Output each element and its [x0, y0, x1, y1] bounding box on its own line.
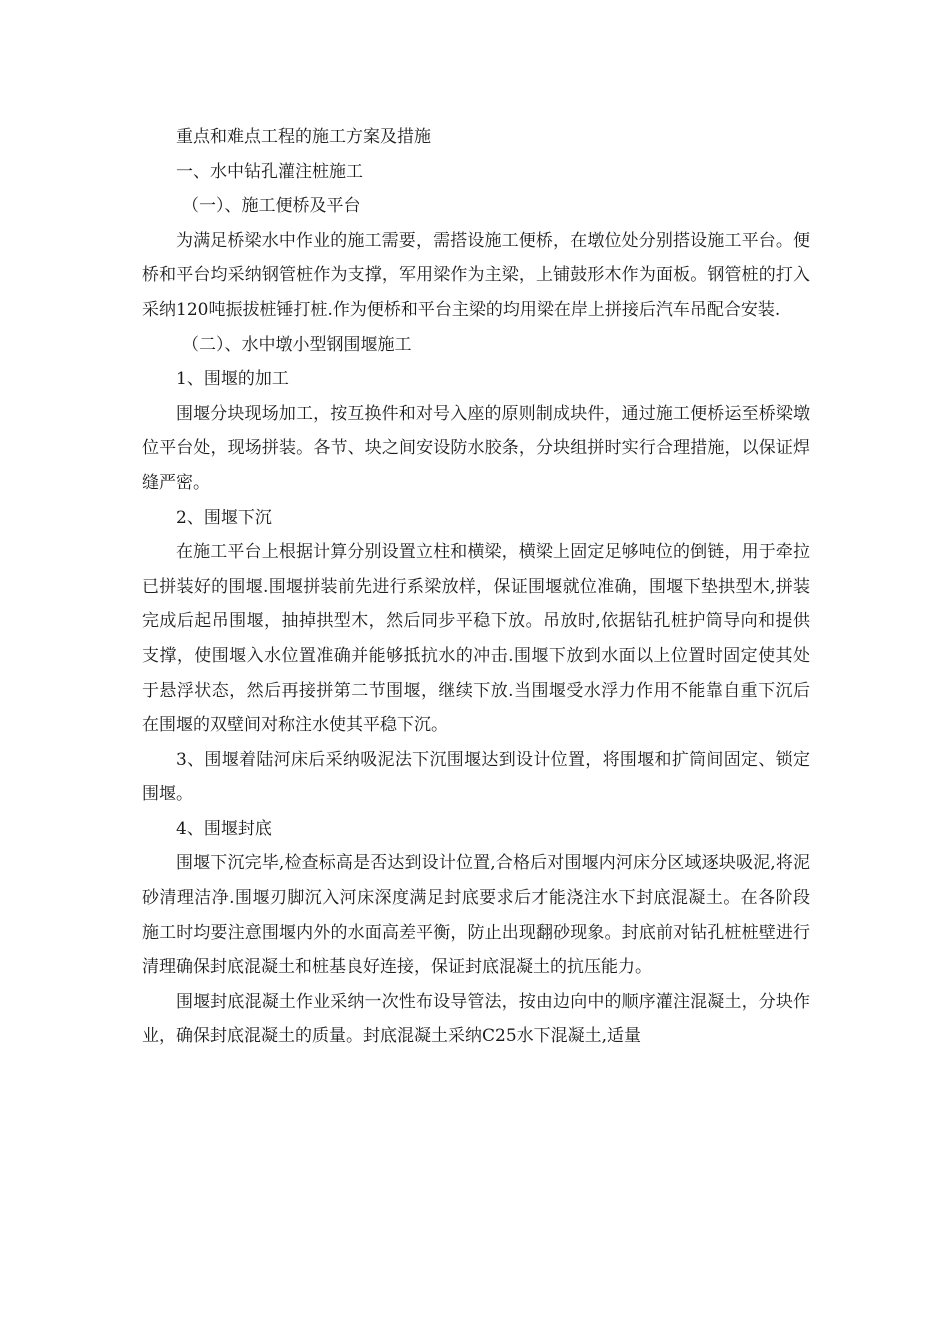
item-heading: 2、围堰下沉 — [176, 507, 272, 528]
section-heading: 一、水中钻孔灌注桩施工 — [176, 161, 363, 182]
item-heading: 4、围堰封底 — [176, 818, 272, 839]
paragraph: 围堰下沉完毕,检查标高是否达到设计位置,合格后对围堰内河床分区域逐块吸泥,将泥砂清理洁净.围堰刃脚沉入河床深度满足封底要求后才能浇注水下封底混凝土。在各阶段施工时均要注意围堰内外的水面高差平衡，防止出现翻砂现象。封底前对钻孔桩桩壁进行清理确保封底混凝土和桩基良好连接，保证封底混凝土的抗压能力。 — [142, 853, 810, 978]
paragraph: 围堰分块现场加工，按互换件和对号入座的原则制成块件，通过施工便桥运至桥梁墩位平台处，现场拼装。各节、块之间安设防水胶条，分块组拼时实行合理措施，以保证焊缝严密。 — [142, 403, 810, 493]
document-title: 重点和难点工程的施工方案及措施 — [176, 127, 431, 147]
subsection-heading: （一）、施工便桥及平台 — [182, 196, 361, 217]
item-heading: 1、围堰的加工 — [176, 369, 289, 390]
subsection-heading: （二）、水中墩小型钢围堰施工 — [182, 334, 412, 355]
paragraph: 3、围堰着陆河床后采纳吸泥法下沉围堰达到设计位置，将围堰和扩筒间固定、锁定围堰。 — [142, 749, 810, 805]
paragraph: 在施工平台上根据计算分别设置立柱和横梁，横梁上固定足够吨位的倒链，用于牵拉已拼装好的围堰.围堰拼装前先进行系梁放样，保证围堰就位准确，围堰下垫拱型木,拼装完成后起吊围堰，抽掉拱型木，然后同步平稳下放。吊放时,依据钻孔桩护筒导向和提供支撑，使围堰入水位置准确并能够抵抗水的冲击.围堰下放到水面以上位置时固定使其处于悬浮状态，然后再接拼第二节围堰，继续下放.当围堰受水浮力作用不能靠自重下沉后在围堰的双壁间对称注水使其平稳下沉。 — [142, 542, 810, 736]
paragraph: 围堰封底混凝土作业采纳一次性布设导管法，按由边向中的顺序灌注混凝土，分块作业，确保封底混凝土的质量。封底混凝土采纳C25水下混凝土,适量 — [142, 991, 810, 1047]
document-body — [142, 120, 810, 1054]
paragraph: 为满足桥梁水中作业的施工需要，需搭设施工便桥，在墩位处分别搭设施工平台。便桥和平台均采纳钢管桩作为支撑，军用梁作为主梁，上铺鼓形木作为面板。钢管桩的打入采纳120吨振拔桩锤打桩.作为便桥和平台主梁的均用梁在岸上拼接后汽车吊配合安装. — [142, 230, 810, 320]
